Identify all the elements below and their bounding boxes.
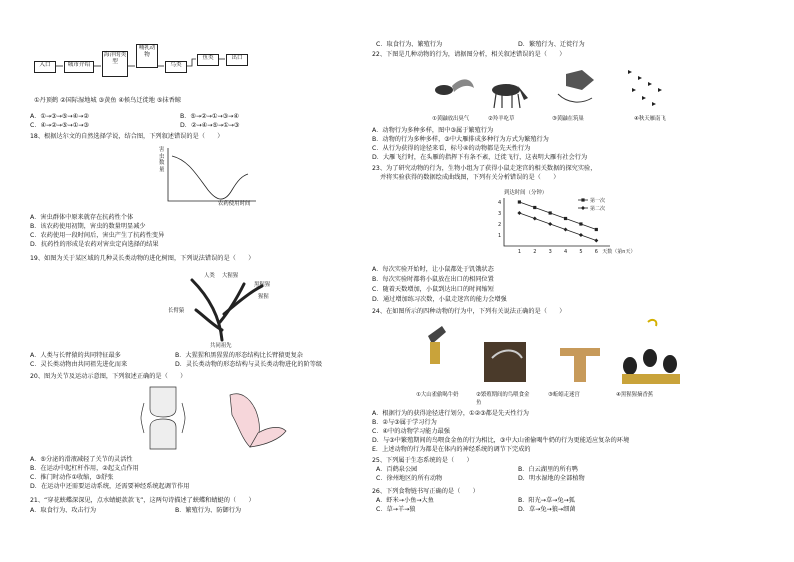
chart-point bbox=[549, 211, 552, 214]
q22-option-c: C．从行为获得的途径来看，标号④的动物都是先天性行为 bbox=[372, 145, 531, 152]
q26-option-d: D．草→兔→狼→细菌 bbox=[518, 506, 576, 513]
chart-point bbox=[518, 200, 521, 203]
q20-option-c: C．推门时动作①收缩，③舒张 bbox=[30, 474, 114, 481]
flow-box-bird: 鸟类 bbox=[165, 61, 187, 73]
q26-stem: 26、下列食物链书写正确的是（ ） bbox=[372, 488, 479, 495]
chart-series-line bbox=[519, 213, 596, 241]
q23-stem-2: 并将实验获得的数据绘成曲线图，下列有关分析错误的是（ ） bbox=[380, 174, 560, 181]
flow-options-line: ①丹顶鹤 ②国际湿地城 ③黄鱼 ④候鸟迁徙地 ⑤抹香鲸 bbox=[34, 97, 181, 104]
chart-point bbox=[533, 217, 537, 221]
q19-label-chimp: 黑猩猩 bbox=[254, 282, 271, 288]
q19-label-human: 人类 bbox=[204, 273, 215, 279]
chart-y-tick-label: 3 bbox=[498, 211, 502, 217]
q21-option-c: C．取食行为、繁殖行为 bbox=[376, 41, 443, 48]
flow-option-a: A．①→③→⑤→④→② bbox=[30, 113, 89, 120]
chart-x-tick-label: 1 bbox=[517, 249, 522, 255]
q19-option-c: C．灵长类动物由共同祖先进化而来 bbox=[30, 361, 128, 368]
q24-caption-3: ③蚯蚓走迷宫 bbox=[548, 392, 580, 398]
q22-caption-3: ③黄鼬在筑巢 bbox=[552, 116, 584, 122]
chart-y-tick-label: 4 bbox=[498, 200, 502, 206]
q20-option-a: A．⑤分泌的滑液减轻了关节的灵活性 bbox=[30, 456, 133, 463]
q24-option-a: A．根据行为的获得途径进行划分，①②③都是先天性行为 bbox=[372, 410, 529, 417]
q20-stem: 20、图为关节及运动示意图，下列叙述正确的是（ ） bbox=[30, 373, 187, 380]
chart-x-axis-label: 天数（第n天） bbox=[602, 249, 636, 255]
flow-box-entrance: 入口 bbox=[34, 61, 56, 73]
chart-point bbox=[517, 211, 521, 215]
q22-option-b: B．动物的行为多种多样，③中大雁排成多种行为方式为繁殖行为 bbox=[372, 136, 549, 143]
q24-caption-4: ④黑猩猩摘香蕉 bbox=[616, 392, 654, 398]
q21-option-a: A．取食行为、攻击行为 bbox=[30, 507, 97, 514]
q18-xlabel: 农药使用时间 bbox=[218, 201, 251, 207]
chart-point bbox=[595, 228, 598, 231]
flow-arrows bbox=[30, 42, 270, 82]
q23-option-a: A．每次实验开始时，让小鼠都处于饥饿状态 bbox=[372, 266, 494, 273]
q26-option-a: A．虾米→小鱼→大鱼 bbox=[376, 497, 434, 504]
q24-caption-1: ①大山雀偷喝牛奶 bbox=[416, 392, 459, 398]
q22-caption-2: ②羚羊吃草 bbox=[488, 116, 515, 122]
q22-stem: 22、下图是几种动物的行为，请据图分析，相关叙述错误的是（ ） bbox=[372, 51, 566, 58]
q23-option-d: D．通过增加练习次数，小鼠走迷宫的能力会增强 bbox=[372, 296, 507, 303]
q18-option-b: B．该农药使用初期，害虫的数量明显减少 bbox=[30, 223, 146, 230]
chart-x-tick-label: 4 bbox=[564, 249, 568, 255]
chart-point bbox=[564, 217, 567, 220]
flow-box-mammal: 哺乳动物 bbox=[136, 44, 158, 68]
q19-option-d: D．灵长类动物的形态结构与灵长类动物进化的阶等级 bbox=[175, 361, 323, 368]
chart-y-tick-label: 1 bbox=[498, 233, 502, 239]
q25-option-c: C．徐州地区的所有动物 bbox=[376, 475, 443, 482]
q19-label-orangutan: 猩猩 bbox=[258, 294, 269, 300]
q19-stem: 19、如图为关于某区域的几种灵长类动物的进化树图，下列说法错误的是（ ） bbox=[30, 255, 255, 262]
q18-stem: 18、根据达尔文的自然选择学说，结合图，下列叙述错误的是（ ） bbox=[30, 133, 224, 140]
q23-stem: 23、为了研究动物的行为，生物小组为了获得小鼠走迷宫的相关数据的探究实验， bbox=[372, 165, 597, 172]
q21-option-d: D．繁殖行为、迁徙行为 bbox=[518, 41, 585, 48]
chart-point bbox=[579, 233, 583, 237]
q24-stem: 24、在如图所示的四种动物的行为中，下列有关说法正确的是（ ） bbox=[372, 308, 566, 315]
q22-caption-1: ①黄鼬放出臭气 bbox=[432, 116, 470, 122]
chart-legend-label: 第一次 bbox=[590, 198, 606, 204]
q24-animal-pictures bbox=[372, 318, 692, 388]
chart-point bbox=[579, 222, 582, 225]
q18-ylabel-char: 虫 bbox=[159, 153, 165, 160]
q23-option-b: B．每次实验时都将小鼠放在出口的相同位置 bbox=[372, 276, 494, 283]
chart-series-line bbox=[519, 202, 596, 230]
q18-ylabel-char: 量 bbox=[159, 166, 165, 173]
q23-line-chart bbox=[488, 196, 636, 258]
q22-caption-4: ④秋天雁南飞 bbox=[634, 116, 666, 122]
chart-legend-marker bbox=[581, 206, 585, 210]
chart-point bbox=[533, 206, 536, 209]
q24-option-d: D．与③中繁殖期间的鸟喂食金鱼的行为相比，③中大山雀偷喝牛奶的行为更能适应复杂的环境 bbox=[372, 437, 630, 444]
q19-label-gibbon: 长臂猿 bbox=[168, 308, 185, 314]
chart-point bbox=[548, 222, 552, 226]
chart-point bbox=[564, 228, 568, 232]
right-column bbox=[372, 0, 717, 562]
q20-option-d: D．在运动中还需要运动系统，还需要神经系统起调节作用 bbox=[30, 483, 190, 490]
q24-option-e: E．上述动物的行为都是在体内的神经系统的调节下完成的 bbox=[372, 446, 531, 453]
q26-option-c: C．草→羊→狼 bbox=[376, 506, 416, 513]
q24-option-c: C．④中的动物学习能力最强 bbox=[372, 428, 450, 435]
flow-box-city: 城市介绍 bbox=[64, 61, 94, 73]
q23-ylabel: 到达时间（分钟） bbox=[504, 190, 548, 196]
q26-option-b: B．阳光→草→兔→狐 bbox=[518, 497, 575, 504]
q25-option-b: B．白云湖里的所有鸭 bbox=[518, 466, 578, 473]
chart-x-tick-label: 6 bbox=[594, 249, 598, 255]
left-column bbox=[30, 0, 375, 562]
q18-ylabel bbox=[159, 147, 164, 173]
q19-label-gorilla: 大猩猩 bbox=[222, 273, 239, 279]
q25-option-d: D．明水湿地的全部植物 bbox=[518, 475, 585, 482]
q18-option-d: D．抗药性的形成是农药对害虫定向选择的结果 bbox=[30, 241, 159, 248]
q24-option-b: B．②与③属于学习行为 bbox=[372, 419, 437, 426]
flow-option-c: C．④→②→⑤→①→③ bbox=[30, 122, 89, 129]
q25-stem: 25、下列属于生态系统的是（ ） bbox=[372, 457, 473, 464]
flow-box-ocean: 海洋的类型 bbox=[102, 51, 128, 77]
q23-option-c: C．随着天数增加，小鼠到达出口的时间缩短 bbox=[372, 286, 494, 293]
chart-legend-label: 第二次 bbox=[590, 206, 606, 212]
q22-option-d: D．大雁飞行时，在头雁的指挥下有条不紊，迁徙飞行，这表明大雁有社会行为 bbox=[372, 154, 588, 161]
flow-box-fish: 鱼类 bbox=[197, 54, 219, 66]
q18-option-c: C．农药使用一段时间后，害虫产生了抗药性变异 bbox=[30, 232, 165, 239]
q19-option-b: B．大猩猩和黑猩猩的形态结构比长臂猿更复杂 bbox=[175, 352, 303, 359]
q24-caption-2: ②繁殖期间的鸟喂食金鱼 bbox=[476, 392, 530, 407]
q18-ylabel-char: 害 bbox=[159, 147, 165, 153]
chart-x-tick-label: 5 bbox=[579, 249, 583, 255]
chart-legend-marker bbox=[581, 198, 584, 201]
flow-option-b: B．⑤→②→①→③→④ bbox=[180, 113, 239, 120]
q21-stem: 21、“穿花蛱蝶深深见，点水蜻蜓款款飞”，这两句诗描述了蛱蝶和蜻蜓的（ ） bbox=[30, 497, 255, 504]
q19-label-ancestor: 共同祖先 bbox=[210, 343, 232, 349]
chart-point bbox=[594, 239, 598, 243]
q19-option-a: A．人类与长臂猿的共同特征最多 bbox=[30, 352, 121, 359]
chart-x-tick-label: 2 bbox=[533, 249, 537, 255]
q20-joint-diagram bbox=[130, 385, 290, 457]
q21-option-b: B．繁殖行为、防御行为 bbox=[175, 507, 242, 514]
q22-option-a: A．动物行为多种多样，图中③属于繁殖行为 bbox=[372, 127, 494, 134]
q20-option-b: B．在运动中起杠杆作用，②起支点作用 bbox=[30, 465, 139, 472]
chart-y-tick-label: 2 bbox=[498, 222, 502, 228]
q22-animal-pictures bbox=[432, 64, 692, 114]
flow-box-exit: 出口 bbox=[226, 54, 248, 66]
q18-option-a: A．害虫群体中原来就存在抗药性个体 bbox=[30, 214, 134, 221]
q25-option-a: A．百鹤泉公园 bbox=[376, 466, 418, 473]
flow-option-d: D．②→④→⑤→①→③ bbox=[180, 122, 240, 129]
chart-x-tick-label: 3 bbox=[548, 249, 552, 255]
q18-ylabel-char: 数 bbox=[159, 160, 165, 166]
